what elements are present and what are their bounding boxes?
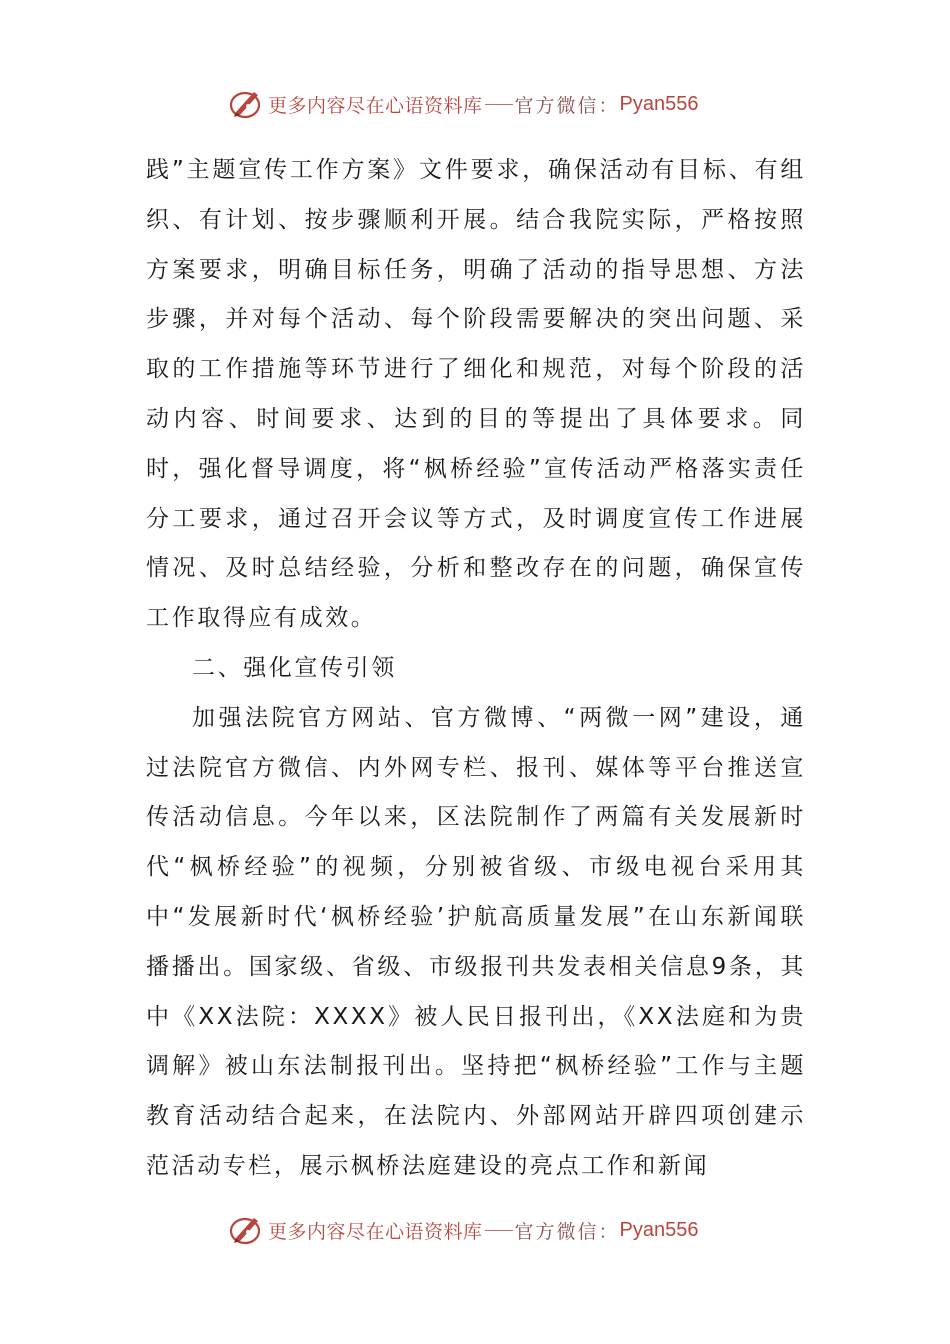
watermark-wechat-id: Pyan556 — [619, 92, 699, 115]
paragraph-publicity: 加强法院官方网站、官方微博、“两微一网”建设，通过法院官方微信、内外网专栏、报刊、媒体等平台推送宣传活动信息。今年以来，区法院制作了两篇有关发展新时代“枫桥经验”的视频，分别被省级、市级电视台采用其中“发展新时代‘枫桥经验’护航高质量发展”在山东新闻联播播出。国家级、省级、市级报刊共发表相关信息9条，其中《XX法院：XXXX》被人民日报刊出，《XX法庭和为贵调解》被山东法制报刊出。坚持把“枫桥经验”工作与主题教育活动结合起来，在法院内、外部网站开辟四项创建示范活动专栏，展示枫桥法庭建设的亮点工作和新闻 — [146, 704, 806, 1179]
document-body — [146, 146, 806, 1192]
pen-logo-icon — [228, 86, 264, 122]
section-heading: 二、强化宣传引领 — [192, 654, 397, 681]
header-watermark — [228, 84, 699, 124]
watermark-dash — [485, 1230, 513, 1231]
watermark-text: 更多内容尽在心语资料库 — [268, 1220, 483, 1243]
watermark-official-label: 官方微信： — [514, 1220, 620, 1243]
watermark-wechat-id: Pyan556 — [619, 1218, 699, 1241]
watermark-dash — [485, 104, 513, 105]
footer-watermark — [228, 1210, 699, 1250]
pen-logo-icon — [228, 1212, 264, 1248]
watermark-text: 更多内容尽在心语资料库 — [268, 94, 483, 117]
paragraph-continuation: 践”主题宣传工作方案》文件要求，确保活动有目标、有组织、有计划、按步骤顺利开展。结合我院实际，严格按照方案要求，明确目标任务，明确了活动的指导思想、方法步骤，并对每个活动、每个阶段需要解决的突出问题、采取的工作措施等环节进行了细化和规范，对每个阶段的活动内容、时间要求、达到的目的等提出了具体要求。同时，强化督导调度，将“枫桥经验”宣传活动严格落实责任分工要求，通过召开会议等方式，及时调度宣传工作进展情况、及时总结经验，分析和整改存在的问题，确保宣传工作取得应有成效。 — [146, 157, 806, 632]
watermark-official-label: 官方微信： — [514, 94, 620, 117]
